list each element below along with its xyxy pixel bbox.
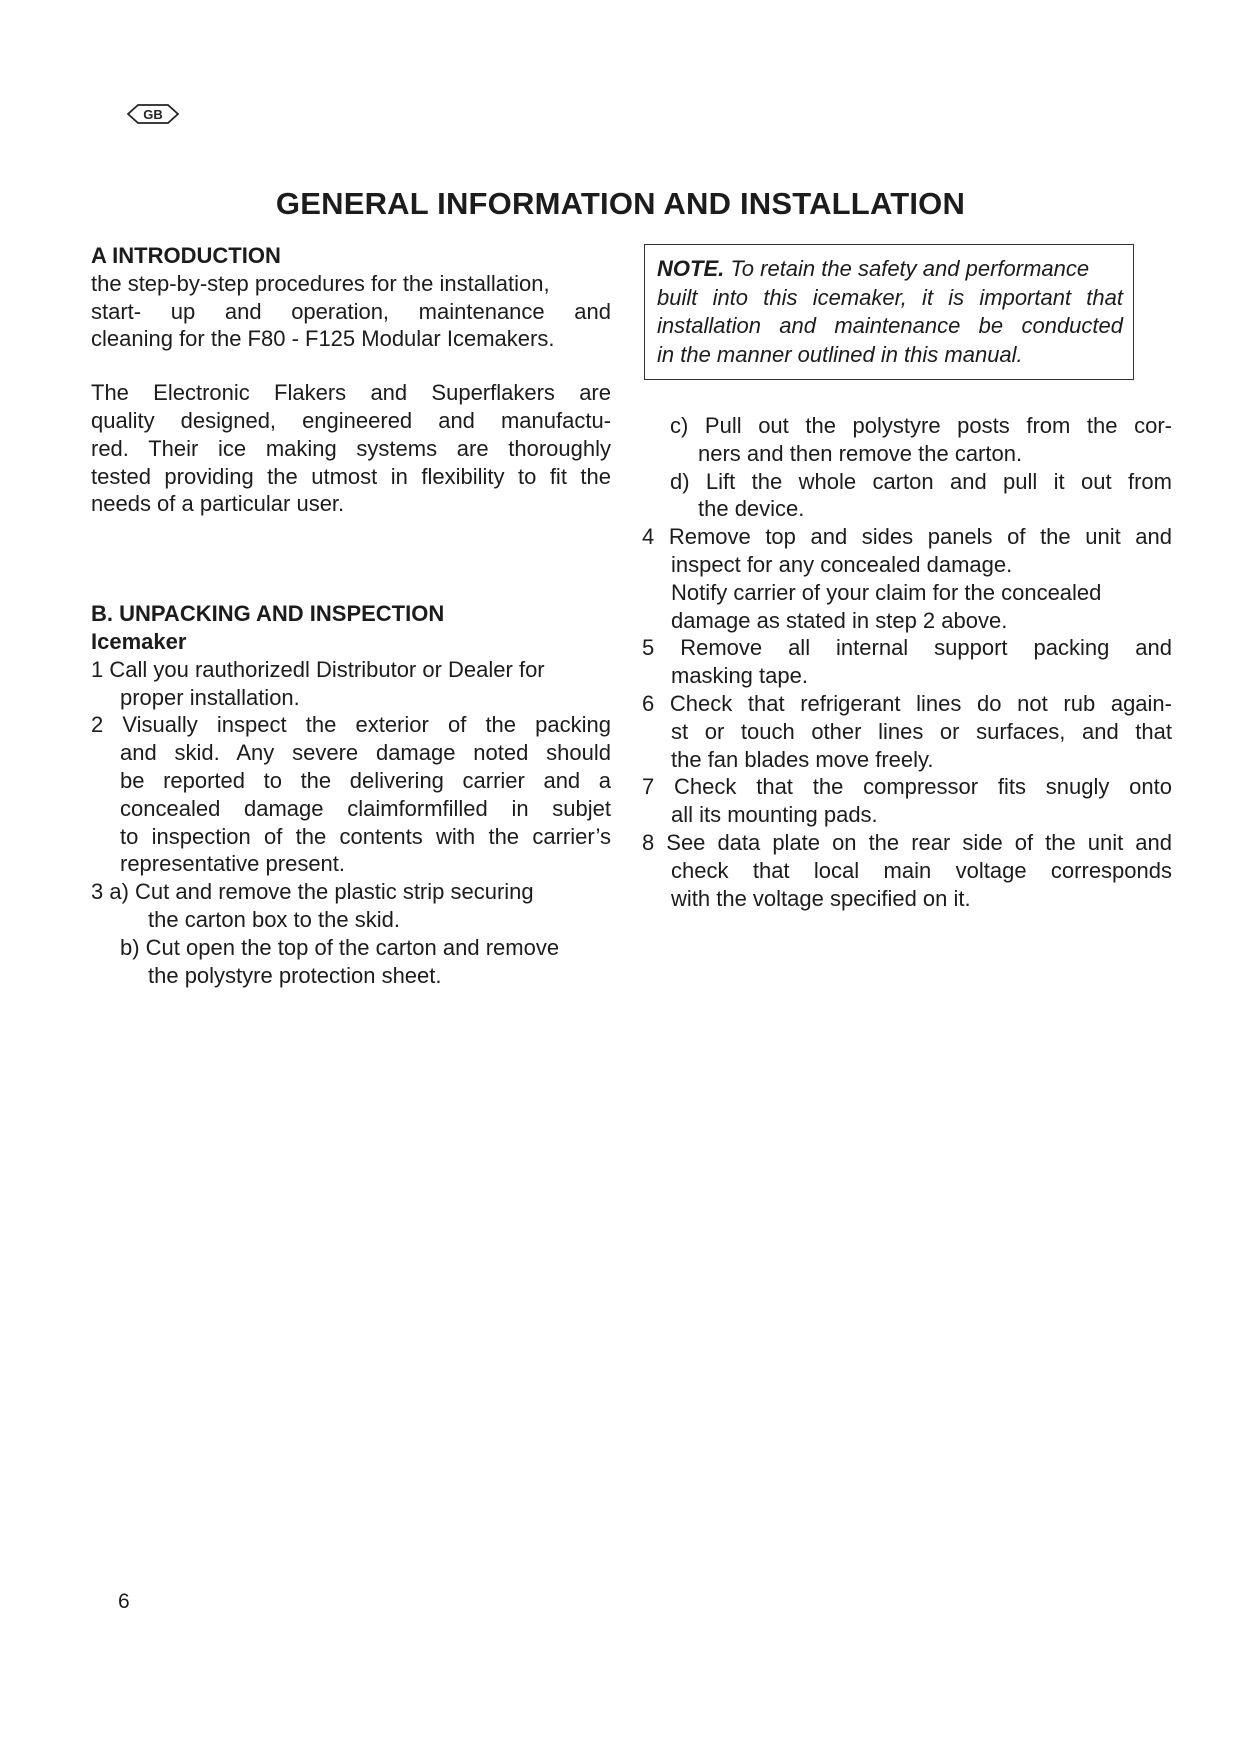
list-item-step-3b	[91, 934, 611, 990]
text-line: quality designed, engineered and manufactu-	[91, 407, 611, 433]
text-line: masking tape.	[671, 663, 808, 689]
language-badge-label: GB	[143, 107, 163, 122]
note-label: NOTE.	[657, 256, 725, 281]
list-item-step-3a	[91, 878, 611, 934]
list-item-step-2	[91, 711, 611, 878]
page-number: 6	[118, 1590, 130, 1613]
language-badge-shape	[126, 102, 180, 126]
right-column	[642, 412, 1172, 912]
list-item-step-5	[642, 634, 1172, 690]
text-line: needs of a particular user.	[91, 491, 345, 517]
text-line: the carton box to the skid.	[148, 906, 400, 932]
list-item-step-6	[642, 690, 1172, 773]
left-column	[91, 242, 611, 989]
text-line: red. Their ice making systems are thoroughly	[91, 435, 611, 461]
text-line: proper installation.	[120, 684, 300, 710]
text-line: c) Pull out the polystyre posts from the cor-	[670, 413, 1172, 438]
list-item-step-1	[91, 656, 611, 712]
language-badge	[126, 102, 180, 131]
list-item-step-8	[642, 829, 1172, 912]
list-item-step-3d	[642, 468, 1172, 524]
text-line: st or touch other lines or surfaces, and that	[671, 718, 1172, 744]
text-line: representative present.	[120, 851, 346, 877]
text-line: the step-by-step procedures for the installation,	[91, 270, 550, 296]
text-line: 7 Check that the compressor fits snugly onto	[642, 774, 1172, 800]
text-line: 8 See data plate on the rear side of the unit and	[642, 829, 1172, 855]
text-line: start- up and operation, maintenance and	[91, 298, 611, 324]
text-line: 2 Visually inspect the exterior of the packing	[91, 712, 611, 738]
text-line: 1 Call you rauthorizedl Distributor or Dealer for	[91, 656, 545, 682]
intro-heading: A INTRODUCTION	[91, 243, 281, 268]
list-item-step-3c	[642, 412, 1172, 468]
list-item-step-7	[642, 773, 1172, 829]
text-line: with the voltage specified on it.	[671, 885, 971, 911]
text-line: inspect for any concealed damage.	[671, 551, 1013, 577]
text-line: 5 Remove all internal support packing and	[642, 635, 1172, 661]
text-line: the fan blades move freely.	[671, 746, 934, 772]
text-line: ners and then remove the carton.	[698, 440, 1023, 466]
text-line: 3 a) Cut and remove the plastic strip securing	[91, 879, 534, 905]
note-box	[644, 244, 1134, 380]
text-line: 4 Remove top and sides panels of the unit and	[642, 524, 1172, 550]
list-item-step-4	[642, 523, 1172, 634]
text-line: The Electronic Flakers and Superflakers are	[91, 380, 611, 406]
text-line: the polystyre protection sheet.	[148, 962, 442, 988]
text-line: damage as stated in step 2 above.	[671, 607, 1008, 633]
text-line: tested providing the utmost in flexibility to fit the	[91, 463, 611, 489]
text-line: d) Lift the whole carton and pull it out from	[670, 468, 1172, 494]
text-line: cleaning for the F80 - F125 Modular Icemakers.	[91, 326, 555, 352]
text-line: To retain the safety and performance	[730, 256, 1090, 281]
intro-paragraph-2	[91, 379, 611, 518]
text-line: all its mounting pads.	[671, 802, 878, 828]
text-line: the device.	[698, 496, 805, 522]
icemaker-subheading: Icemaker	[91, 628, 187, 654]
text-line: in the manner outlined in this manual.	[657, 341, 1023, 367]
text-line: to inspection of the contents with the carrier’s	[120, 823, 611, 849]
unpacking-heading: B. UNPACKING AND INSPECTION	[91, 601, 445, 627]
text-line: 6 Check that refrigerant lines do not rub again-	[642, 690, 1172, 716]
text-line: Notify carrier of your claim for the concealed	[671, 579, 1102, 605]
text-line: b) Cut open the top of the carton and remove	[120, 934, 560, 960]
text-line: be reported to the delivering carrier and a	[120, 767, 611, 793]
intro-paragraph-1	[91, 270, 611, 353]
text-line: built into this icemaker, it is important that	[657, 284, 1123, 310]
text-line: check that local main voltage corresponds	[671, 857, 1172, 883]
text-line: installation and maintenance be conducted	[657, 313, 1123, 338]
text-line: concealed damage claimformfilled in subjet	[120, 795, 611, 821]
page-title: GENERAL INFORMATION AND INSTALLATION	[275, 186, 966, 221]
text-line: and skid. Any severe damage noted should	[120, 740, 611, 766]
